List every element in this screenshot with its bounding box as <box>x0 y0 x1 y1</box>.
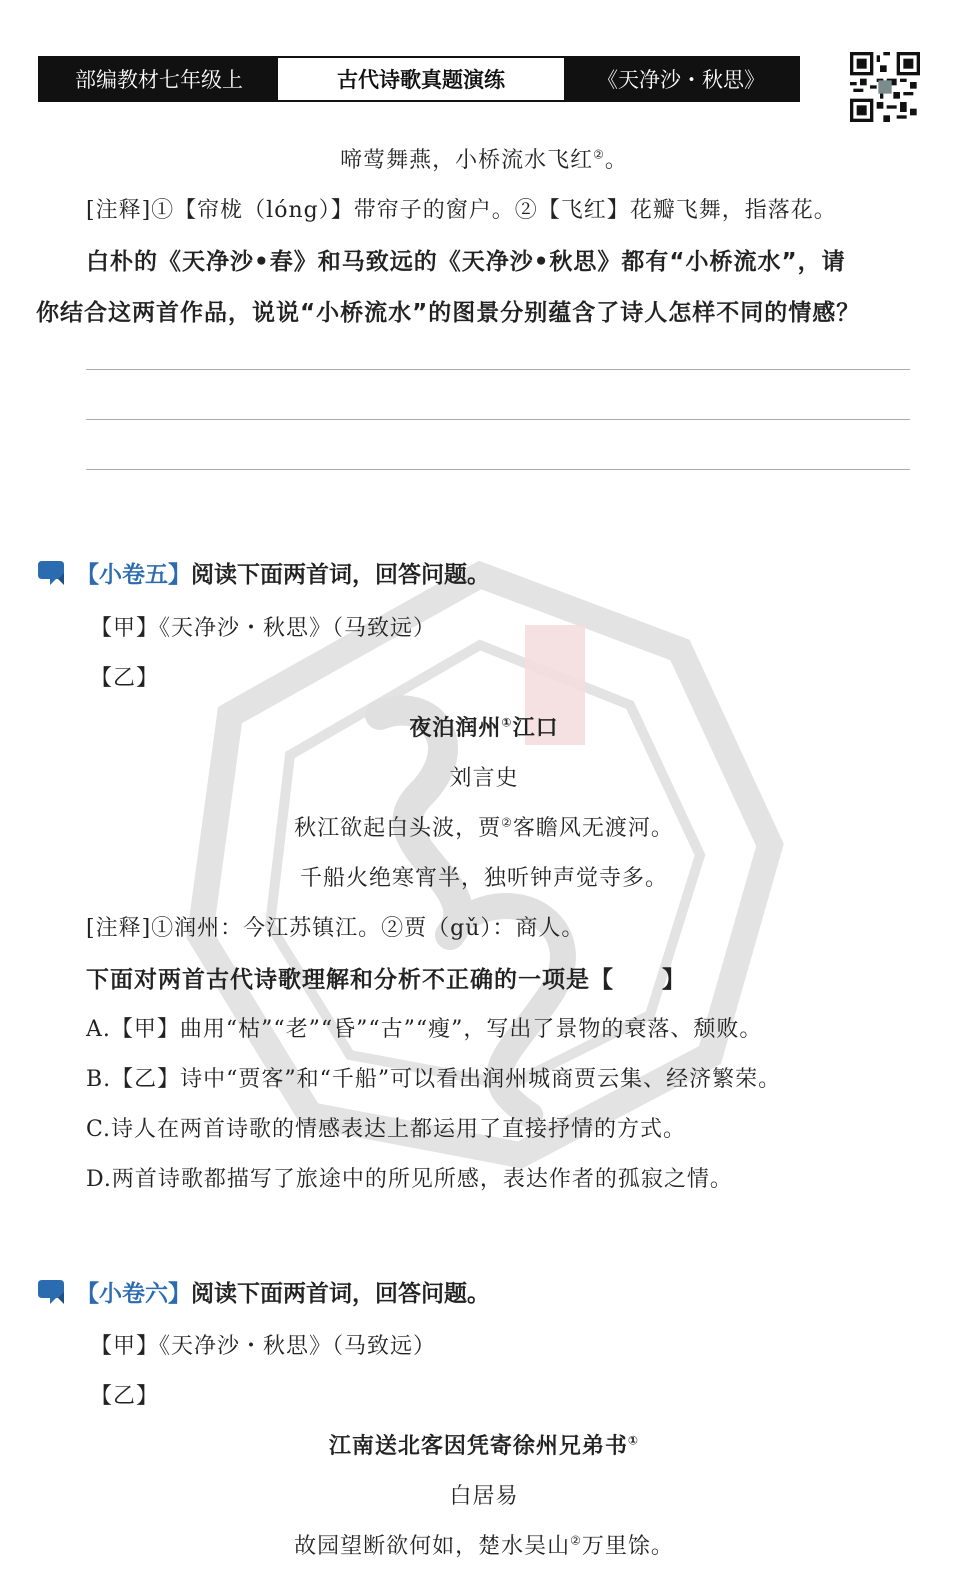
poem-line-top <box>0 143 968 174</box>
footnote-mark: ② <box>570 1533 582 1548</box>
section-5-poem-author: 刘言史 <box>449 766 519 791</box>
header-bar <box>38 56 800 102</box>
poem-line-text-end: 万里馀。 <box>581 1534 674 1559</box>
section-6-heading <box>36 1275 490 1308</box>
section-5-poem-line-2: 千船火绝寒宵半，独听钟声觉寺多。 <box>299 866 668 891</box>
section-5-heading <box>36 556 490 589</box>
section-6-poem-title <box>0 1429 968 1460</box>
section-6-poem-b-label: 【乙】 <box>90 1384 160 1409</box>
qr-code-icon <box>850 52 920 122</box>
answer-line-3[interactable] <box>86 469 910 470</box>
annotation-note-1: [注释]①【帘栊（lóng）】带帘子的窗户。②【飞红】花瓣飞舞，指落花。 <box>86 198 837 223</box>
poem-line-text: 故园望断欲何如，楚水吴山 <box>294 1534 571 1559</box>
poem-line-top-end: 。 <box>604 148 628 173</box>
option-d[interactable]: D.两首诗歌都描写了旅途中的所见所感，表达作者的孤寂之情。 <box>86 1167 733 1192</box>
bookmark-icon <box>36 1278 66 1306</box>
section-5-poem-title <box>0 711 968 742</box>
header-topic: 古代诗歌真题演练 <box>278 58 564 100</box>
answer-line-1[interactable] <box>86 369 910 370</box>
section-6-tag: 【小卷六】 <box>76 1281 191 1307</box>
section-6-poem-line-1 <box>0 1529 968 1560</box>
question-1-line-2: 你结合这两首作品，说说“小桥流水”的图景分别蕴含了诗人怎样不同的情感？ <box>36 300 861 326</box>
section-5-question: 下面对两首古代诗歌理解和分析不正确的一项是【 】 <box>86 967 686 993</box>
bookmark-icon <box>36 559 66 587</box>
footnote-mark: ① <box>627 1433 640 1448</box>
poem-title-text: 夜泊润州 <box>409 716 502 741</box>
header-grade: 部编教材七年级上 <box>40 58 278 100</box>
section-5-poem-line-1 <box>0 811 968 842</box>
question-1-line-1: 白朴的《天净沙•春》和马致远的《天净沙•秋思》都有“小桥流水”，请 <box>86 249 846 275</box>
section-6-poem-a: 【甲】《天净沙・秋思》（马致远） <box>90 1334 437 1359</box>
poem-line-text-end: 客瞻风无渡河。 <box>512 816 674 841</box>
section-5-title: 阅读下面两首词，回答问题。 <box>191 562 490 588</box>
answer-line-2[interactable] <box>86 419 910 420</box>
section-5-note: [注释]①润州：今江苏镇江。②贾（gǔ）：商人。 <box>86 916 585 941</box>
section-5-tag: 【小卷五】 <box>76 562 191 588</box>
footnote-mark: ① <box>501 715 513 730</box>
section-6-title: 阅读下面两首词，回答问题。 <box>191 1281 490 1307</box>
section-5-poem-b-label: 【乙】 <box>90 666 160 691</box>
option-a[interactable]: A.【甲】曲用“枯”“老”“昏”“古”“瘦”，写出了景物的衰落、颓败。 <box>86 1017 763 1042</box>
poem-title-text: 江南送北客因凭寄徐州兄弟书 <box>328 1434 628 1459</box>
header-poem: 《天净沙・秋思》 <box>564 58 798 100</box>
section-6-poem-author: 白居易 <box>449 1484 519 1509</box>
section-5-poem-a: 【甲】《天净沙・秋思》（马致远） <box>90 616 437 641</box>
option-c[interactable]: C.诗人在两首诗歌的情感表达上都运用了直接抒情的方式。 <box>86 1117 687 1142</box>
footnote-mark: ② <box>501 815 513 830</box>
poem-line-top-text: 啼莺舞燕，小桥流水飞红 <box>340 148 594 173</box>
poem-title-text-end: 江口 <box>512 716 559 741</box>
option-b[interactable]: B.【乙】诗中“贾客”和“千船”可以看出润州城商贾云集、经济繁荣。 <box>86 1067 782 1092</box>
poem-line-text: 秋江欲起白头波，贾 <box>294 816 502 841</box>
footnote-mark: ② <box>593 147 605 162</box>
